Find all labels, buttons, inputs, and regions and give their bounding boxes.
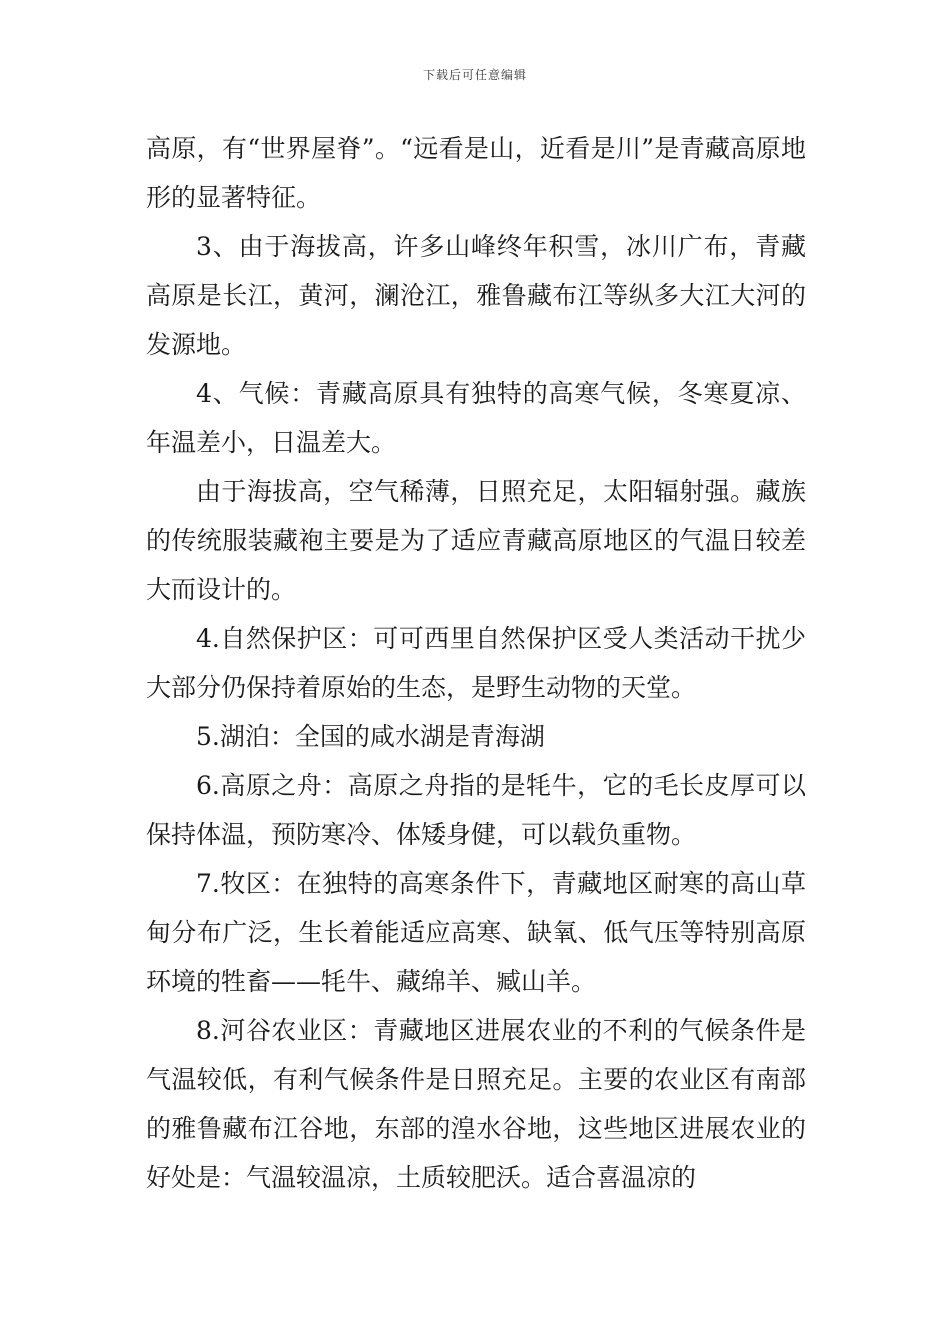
page-header: 下载后可任意编辑 [422,68,527,82]
paragraph-yak: 6.高原之舟：高原之舟指的是牦牛，它的毛长皮厚可以保持体温，预防寒冷、体矮身健，可以载负重物。 [146,771,806,849]
paragraph-radiation: 由于海拔高，空气稀薄，日照充足，太阳辐射强。藏族的传统服装藏袍主要是为了适应青藏高原地区的气温日较差大而设计的。 [146,477,806,604]
paragraph-plateau-roof: 高原，有“世界屋脊”。“远看是山，近看是川”是青藏高原地形的显著特征。 [146,134,806,212]
paragraph-pasture: 7.牧区：在独特的高寒条件下，青藏地区耐寒的高山草甸分布广泛，生长着能适应高寒、缺氧、低气压等特别高原环境的牲畜——牦牛、藏绵羊、臧山羊。 [146,869,806,996]
paragraph-lakes: 5.湖泊：全国的咸水湖是青海湖 [196,722,545,751]
paragraph-rivers-source: 3、由于海拔高，许多山峰终年积雪，冰川广布，青藏高原是长江，黄河，澜沧江，雅鲁藏布江等纵多大江大河的发源地。 [146,232,806,359]
paragraph-nature-reserve: 4.自然保护区：可可西里自然保护区受人类活动干扰少大部分仍保持着原始的生态，是野生动物的天堂。 [146,624,806,702]
paragraph-valley-agriculture: 8.河谷农业区：青藏地区进展农业的不利的气候条件是气温较低，有利气候条件是日照充足。主要的农业区有南部的雅鲁藏布江谷地，东部的湟水谷地，这些地区进展农业的好处是：气温较温凉，土质较肥沃。适合喜温凉的 [146,1016,806,1192]
paragraph-climate: 4、气候：青藏高原具有独特的高寒气候，冬寒夏凉、年温差小，日温差大。 [146,379,806,457]
document-body [146,124,806,1202]
